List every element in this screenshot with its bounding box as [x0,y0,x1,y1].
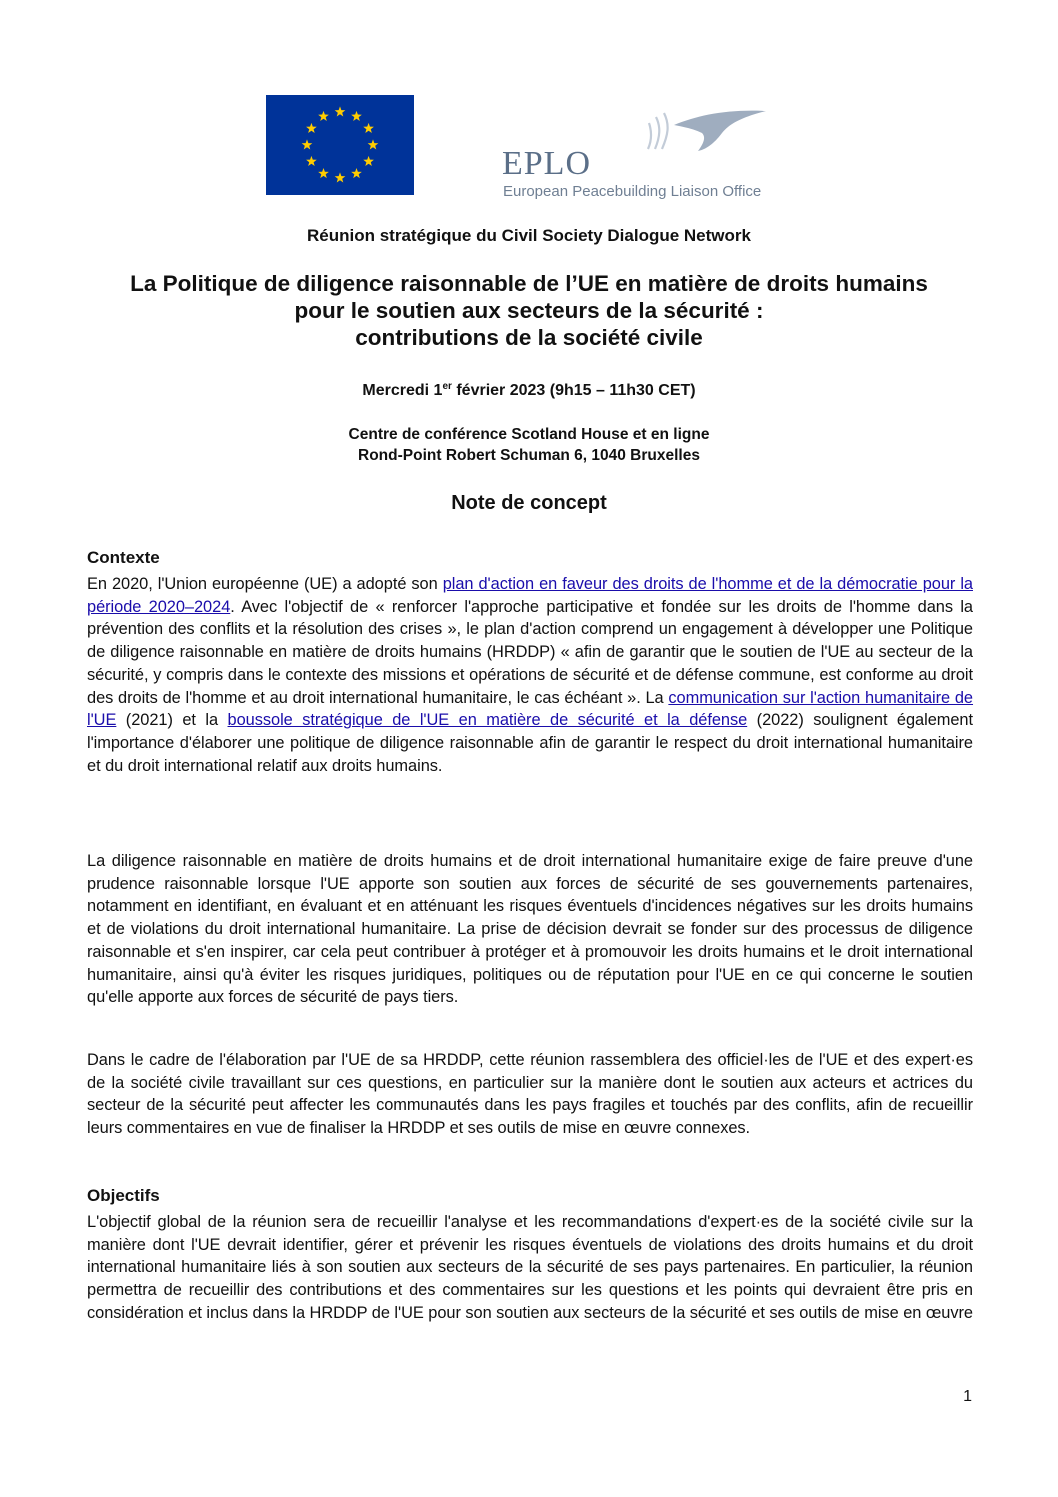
eu-flag-logo [266,95,414,195]
meeting-venue [80,424,978,466]
eplo-logo [502,105,802,200]
title-line-1: La Politique de diligence raisonnable de l’UE en matière de droits humains [130,271,928,296]
link-strategic-compass[interactable]: boussole stratégique de l'UE en matière de sécurité et la défense [227,711,748,730]
paragraph: La diligence raisonnable en matière de droits humains et de droit international humanitaire exige de faire preuve d'une prudence raisonnable lorsque l'UE apporte son soutien aux forces de sécurité de ses gouvernements partenaires, notamment en identifiant, en évaluant et en atténuant les risques éventuels d'incidences négatives sur les droits humains et de violations du droit international humanitaire. La prise de décision devrait se fonder sur des processus de diligence raisonnable et s'en inspirer, car cela peut contribuer à protéger et à promouvoir les droits humains et le droit international humanitaire, ainsi qu'à éviter les risques juridiques, politiques ou de réputation pour l'UE en ce qui concerne le soutien qu'elle apporte aux forces de sécurité de pays tiers. [87,852,973,1007]
concept-note-title: Note de concept [451,492,607,514]
section-contexte [87,548,973,777]
date-superscript: er [442,381,452,392]
section-objectifs [87,1186,973,1325]
title-line-2: pour le soutien aux secteurs de la sécurité : [294,298,764,323]
link-action-plan[interactable]: plan d'action en faveur des droits de l'homme et de la démocratie pour la période 2020–2024 [87,575,973,616]
section-heading: Objectifs [87,1186,160,1205]
text-run: (2022) soulignent également l'importance d'élaborer une politique de diligence raisonnable afin de garantir le respect du droit international humanitaire et du droit international relatif aux droits humains. [87,711,974,775]
document-title [80,270,978,351]
section-heading: Contexte [87,548,160,567]
paragraph: L'objectif global de la réunion sera de recueillir l'analyse et les recommandations d'expert·es de la société civile sur la manière dont l'UE devrait identifier, gérer et prévenir les risques éventuels de violations des droits humains et du droit international humanitaire liés à son soutien aux secteurs de la sécurité de ses pays partenaires. En particulier, la réunion permettra de recueillir des contributions et des commentaires sur les questions et les points qui devraient être pris en considération et inclus dans la HRDDP de l'UE pour son soutien aux secteurs de la sécurité et ses outils de mise en œuvre [87,1213,973,1322]
link-humanitarian-communication[interactable]: communication sur l'action humanitaire de l'UE [87,688,974,730]
text-run: . Avec l'objectif de « renforcer l'approche participative et fondée sur les droits de l'homme dans la prévention des conflits et la résolution des crises », le plan d'action comprend un engagement à développer une Politique de diligence raisonnable en matière de droits humains (HRDDP) « afin de garantir que le soutien de l'UE au secteur de la sécurité, y compris dans le contexte des missions et opérations de sécurité et de défense commune, est conforme au droit des droits de l'homme et au droit international humanitaire, le cas échéant ». La [87,597,973,707]
eplo-bird-icon [598,105,768,165]
text-run: En 2020, l'Union européenne (UE) a adopté son [87,575,443,593]
meeting-date [80,381,978,400]
date-suffix: février 2023 (9h15 – 11h30 CET) [451,382,696,399]
logo-bar [266,95,806,200]
eplo-fullname: European Peacebuilding Liaison Office [503,183,762,200]
meeting-title: Réunion stratégique du Civil Society Dialogue Network [307,226,751,245]
eplo-acronym: EPLO [502,145,591,182]
paragraph [87,573,973,777]
paragraph: Dans le cadre de l'élaboration par l'UE de sa HRDDP, cette réunion rassemblera des officiel·les de l'UE et des expert·es de la société civile travaillant sur ces questions, en particulier sur la manière dont le soutien aux acteurs et actrices du secteur de la sécurité peut affecter les communautés dans les pays fragiles et touchés par des conflits, afin de recueillir leurs commentaires en vue de finaliser la HRDDP et ses outils de mise en œuvre connexes. [87,1051,973,1138]
page-number: 1 [963,1388,972,1405]
date-prefix: Mercredi 1 [362,382,443,399]
venue-line-1: Centre de conférence Scotland House et en ligne [348,426,710,443]
title-line-3: contributions de la société civile [355,325,703,350]
text-run: (2021) et la [116,711,228,730]
venue-line-2: Rond-Point Robert Schuman 6, 1040 Bruxelles [358,447,700,464]
